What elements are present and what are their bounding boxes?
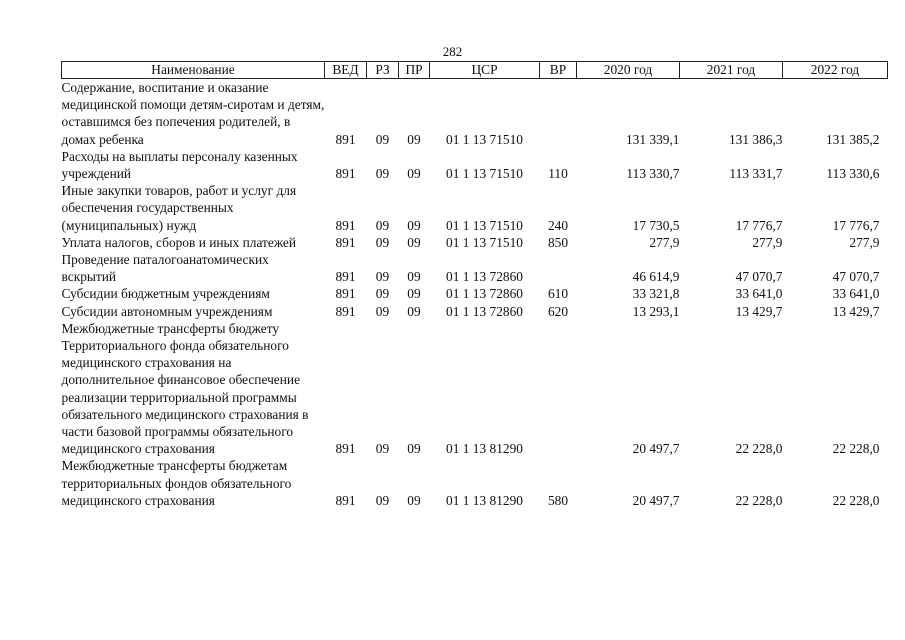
row-2022: 277,9: [849, 234, 880, 250]
header-2020: 2020 год: [577, 62, 680, 79]
row-2020: 20 497,7: [632, 492, 680, 508]
table-row: [62, 251, 888, 285]
table-row: [62, 285, 888, 302]
row-ved: 891: [335, 234, 356, 250]
row-ved: 891: [335, 286, 356, 302]
row-vr: 110: [548, 166, 568, 182]
header-name: Наименование: [62, 62, 325, 79]
row-csr: 01 1 13 71510: [446, 166, 523, 182]
row-2021: 17 776,7: [735, 217, 783, 233]
table-row: [62, 320, 888, 458]
row-name: Иные закупки товаров, работ и услуг для обеспечения государственных (муниципальных) нужд: [61, 183, 297, 233]
row-vr: 610: [547, 286, 569, 302]
row-pr: 09: [407, 234, 421, 250]
row-ved: 891: [335, 166, 356, 182]
row-pr: 09: [407, 492, 421, 508]
row-pr: 09: [407, 286, 421, 302]
row-2022: 22 228,0: [832, 441, 880, 457]
row-rz: 09: [375, 217, 390, 233]
row-csr: 01 1 13 71510: [446, 131, 523, 147]
row-rz: 09: [375, 441, 390, 457]
page-number: 282: [442, 44, 463, 59]
row-2021: 33 641,0: [735, 286, 783, 302]
row-2020: 13 293,1: [632, 303, 680, 319]
row-2022: 131 385,2: [825, 131, 880, 147]
row-vr: 620: [547, 303, 569, 319]
row-csr: 01 1 13 72860: [446, 286, 523, 302]
header-pr: ПР: [399, 62, 430, 79]
row-ved: 891: [335, 131, 356, 147]
row-2021: 22 228,0: [735, 441, 783, 457]
row-2022: 22 228,0: [832, 492, 880, 508]
row-name: Межбюджетные трансферты бюджетам территориальных фондов обязательного медицинского страхования: [61, 458, 292, 508]
row-2022: 13 429,7: [832, 303, 880, 319]
header-2022: 2022 год: [783, 62, 888, 79]
row-name: Уплата налогов, сборов и иных платежей: [61, 234, 297, 250]
row-2022: 47 070,7: [832, 269, 880, 285]
row-2022: 113 330,6: [826, 166, 880, 182]
table-row: [62, 457, 888, 509]
row-pr: 09: [407, 217, 421, 233]
row-csr: 01 1 13 72860: [446, 269, 523, 285]
table-row: [62, 234, 888, 251]
row-2020: 20 497,7: [632, 441, 680, 457]
row-2021: 13 429,7: [735, 303, 783, 319]
row-ved: 891: [335, 303, 356, 319]
header-ved: ВЕД: [325, 62, 367, 79]
row-rz: 09: [375, 303, 390, 319]
row-name: Субсидии автономным учреждениям: [61, 303, 273, 319]
row-2021: 277,9: [752, 234, 783, 250]
row-2021: 22 228,0: [735, 492, 783, 508]
row-vr: [540, 251, 577, 285]
row-name: Межбюджетные трансферты бюджету Территориального фонда обязательного медицинского страхования на дополнительное финансовое обеспечение реализации территориальной программы обязательного медицинского страхования в части базовой программы обязательного медицинского страхования: [61, 320, 309, 457]
header-rz: РЗ: [367, 62, 399, 79]
row-rz: 09: [375, 269, 390, 285]
row-rz: 09: [375, 492, 390, 508]
row-pr: 09: [407, 166, 421, 182]
row-2021: 47 070,7: [735, 269, 783, 285]
row-rz: 09: [375, 131, 390, 147]
row-pr: 09: [407, 131, 421, 147]
row-2020: 17 730,5: [632, 217, 680, 233]
row-vr: 580: [547, 492, 569, 508]
row-2020: 113 330,7: [626, 166, 680, 182]
row-pr: 09: [407, 269, 421, 285]
row-csr: 01 1 13 72860: [446, 303, 523, 319]
row-pr: 09: [407, 303, 421, 319]
table-header-row: [62, 62, 888, 79]
row-name: Расходы на выплаты персоналу казенных учреждений: [61, 148, 298, 182]
table-body: [62, 79, 888, 510]
row-2020: 277,9: [649, 234, 680, 250]
row-2021: 131 386,3: [728, 131, 783, 147]
row-vr: [540, 79, 577, 148]
row-vr: 850: [547, 234, 569, 250]
row-ved: 891: [335, 492, 356, 508]
row-rz: 09: [375, 286, 390, 302]
row-2020: 33 321,8: [632, 286, 680, 302]
row-name: Содержание, воспитание и оказание медицинской помощи детям-сиротам и детям, оставшимся без попечения родителей, в домах ребенка: [61, 80, 325, 147]
row-vr: 240: [547, 217, 569, 233]
row-2020: 46 614,9: [632, 269, 680, 285]
row-ved: 891: [335, 269, 356, 285]
table-row: [62, 182, 888, 234]
row-name: Проведение паталогоанатомических вскрытий: [61, 252, 269, 285]
row-2020: 131 339,1: [625, 131, 680, 147]
row-2022: 33 641,0: [832, 286, 880, 302]
header-vr: ВР: [540, 62, 577, 79]
row-2021: 113 331,7: [729, 166, 783, 182]
header-csr: ЦСР: [430, 62, 540, 79]
row-ved: 891: [335, 441, 356, 457]
row-2022: 17 776,7: [832, 217, 880, 233]
row-csr: 01 1 13 81290: [446, 492, 523, 508]
table-row: [62, 303, 888, 320]
row-vr: [540, 320, 577, 458]
table-row: [62, 79, 888, 148]
row-name: Субсидии бюджетным учреждениям: [61, 286, 270, 302]
row-pr: 09: [407, 441, 421, 457]
row-rz: 09: [375, 234, 390, 250]
budget-table: [61, 61, 888, 509]
header-2021: 2021 год: [680, 62, 783, 79]
row-csr: 01 1 13 71510: [446, 234, 523, 250]
table-row: [62, 148, 888, 182]
row-csr: 01 1 13 71510: [446, 217, 523, 233]
row-csr: 01 1 13 81290: [446, 441, 523, 457]
row-rz: 09: [375, 166, 390, 182]
row-ved: 891: [335, 217, 356, 233]
